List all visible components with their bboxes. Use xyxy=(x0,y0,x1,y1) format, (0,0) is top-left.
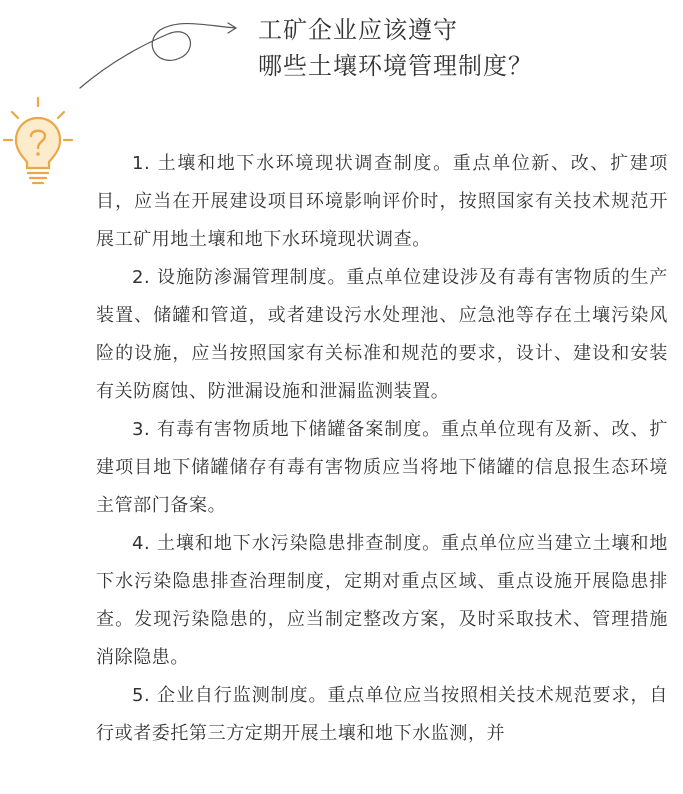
paragraph-5: 5. 企业自行监测制度。重点单位应当按照相关技术规范要求，自行或者委托第三方定期开展土壤和地下水监测，并 xyxy=(96,685,668,744)
lightbulb-question-icon xyxy=(4,98,72,183)
paragraph-4: 4. 土壤和地下水污染隐患排查制度。重点单位应当建立土壤和地下水污染隐患排查治理制度，定期对重点区域、重点设施开展隐患排查。发现污染隐患的，应当制定整改方案，及时采取技术、管理措施消除隐患。 xyxy=(96,533,668,668)
paragraph-3: 3. 有毒有害物质地下储罐备案制度。重点单位现有及新、改、扩建项目地下储罐储存有毒有害物质应当将地下储罐的信息报生态环境主管部门备案。 xyxy=(96,419,668,516)
title-line-2: 哪些土壤环境管理制度？ xyxy=(258,52,533,80)
swirl-arrow-icon xyxy=(80,23,236,88)
title-line-1: 工矿企业应该遵守 xyxy=(258,16,458,44)
paragraph-1: 1. 土壤和地下水环境现状调查制度。重点单位新、改、扩建项目，应当在开展建设项目环境影响评价时，按照国家有关技术规范开展工矿用地土壤和地下水环境现状调查。 xyxy=(96,153,668,250)
article-body xyxy=(96,145,668,753)
paragraph-2: 2. 设施防渗漏管理制度。重点单位建设涉及有毒有害物质的生产装置、储罐和管道，或者建设污水处理池、应急池等存在土壤污染风险的设施，应当按照国家有关标准和规范的要求，设计、建设和安装有关防腐蚀、防泄漏设施和泄漏监测装置。 xyxy=(96,267,668,402)
page-title xyxy=(258,12,533,84)
